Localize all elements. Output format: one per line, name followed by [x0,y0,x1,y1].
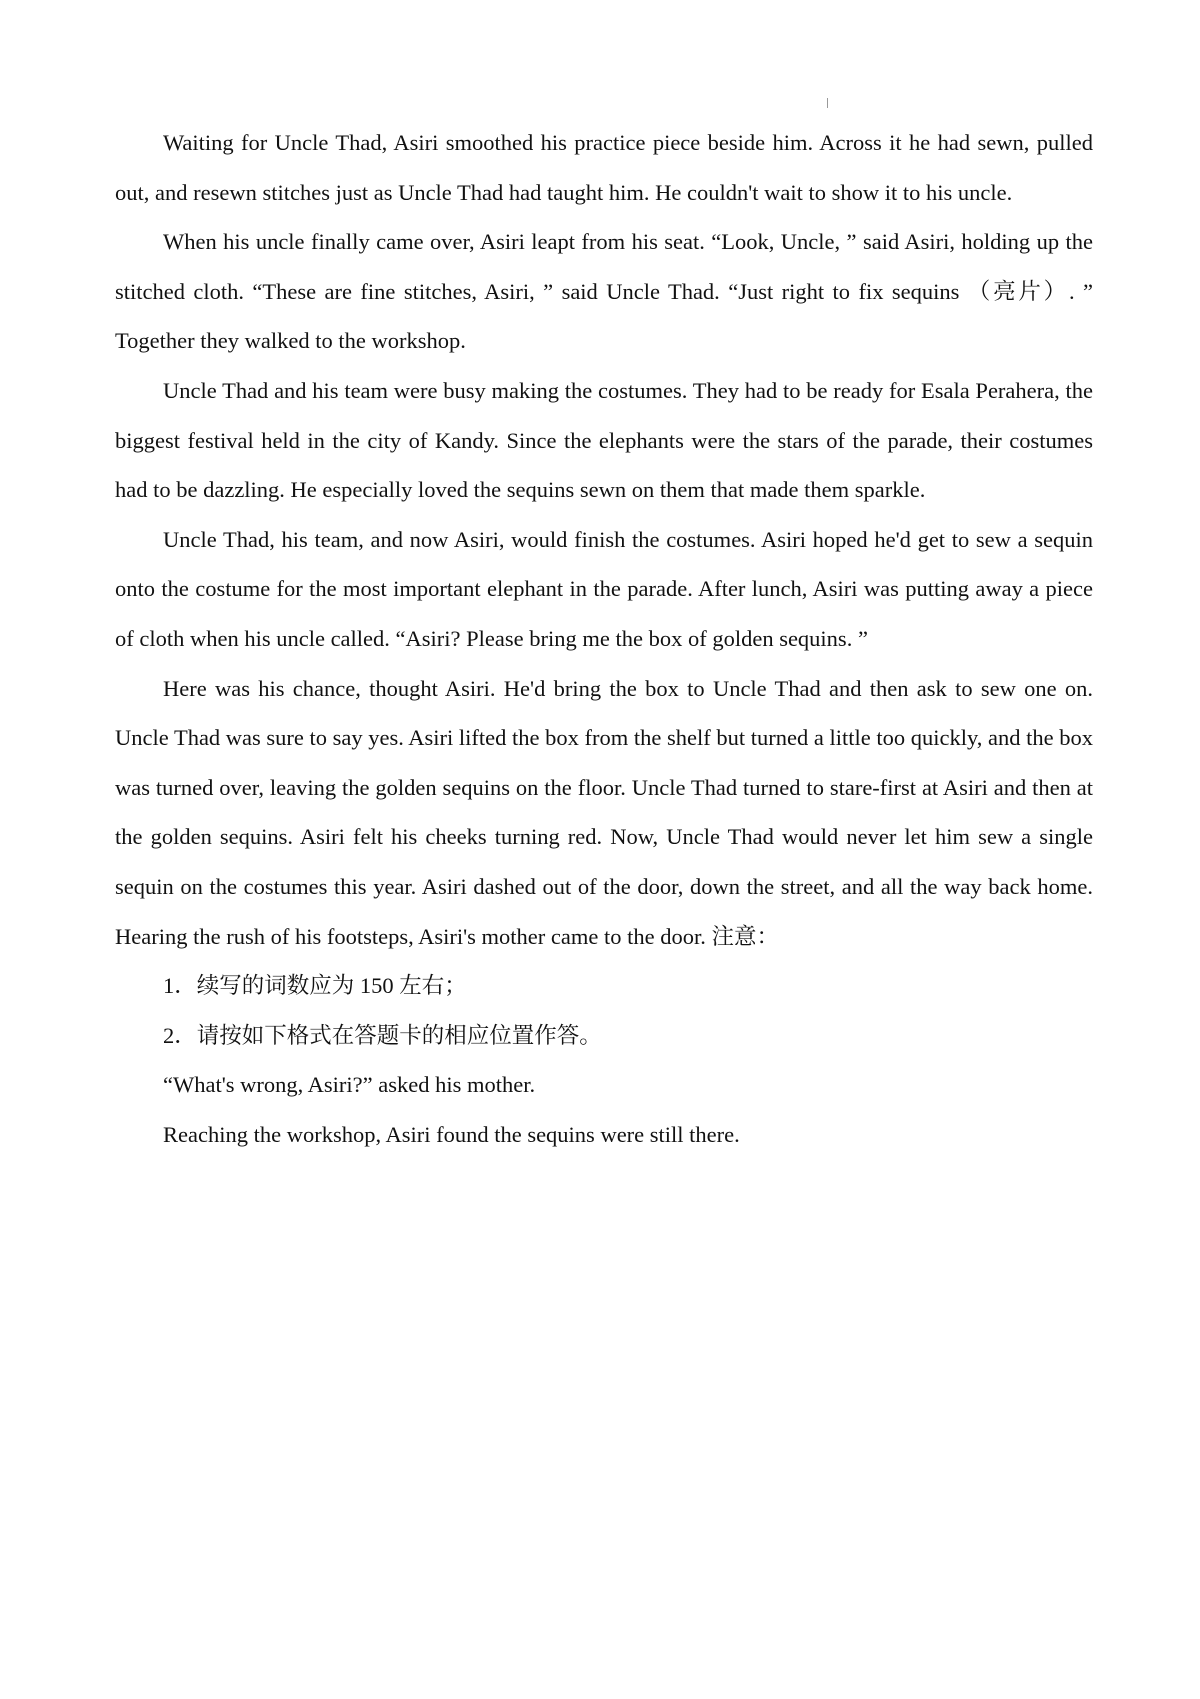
note-item-1: 1．续写的词数应为 150 左右； [163,973,467,999]
header-mark [827,98,828,108]
continuation-prompt-2: Reaching the workshop, Asiri found the sequins were still there. [163,1121,740,1147]
passage-paragraph-2: When his uncle finally came over, Asiri leapt from his seat. “Look, Uncle, ” said Asiri, holding up the stitched cloth. “These are fine stitches, Asiri, ” said Uncle Thad. “Just right to fix sequins （亮片）. ” Together they walked to the workshop. [115,229,1093,354]
continuation-prompt-1: “What's wrong, Asiri?” asked his mother. [163,1072,536,1098]
passage-paragraph-4: Uncle Thad, his team, and now Asiri, would finish the costumes. Asiri hoped he'd get to sew a sequin onto the costume for the most important elephant in the parade. After lunch, Asiri was putting away a piece of cloth when his uncle called. “Asiri? Please bring me the box of golden sequins. ” [115,526,1093,651]
passage-paragraph-3: Uncle Thad and his team were busy making the costumes. They had to be ready for Esala Perahera, the biggest festival held in the city of Kandy. Since the elephants were the stars of the parade, their costumes had to be dazzling. He especially loved the sequins sewn on them that made them sparkle. [115,377,1093,503]
passage-paragraph-1: Waiting for Uncle Thad, Asiri smoothed his practice piece beside him. Across it he had sewn, pulled out, and resewn stitches just as Uncle Thad had taught him. He couldn't wait to show it to his uncle. [115,130,1093,205]
passage-paragraph-5: Here was his chance, thought Asiri. He'd bring the box to Uncle Thad and then ask to sew one on. Uncle Thad was sure to say yes. Asiri lifted the box from the shelf but turned a little too quickly, and the box was turned over, leaving the golden sequins on the floor. Uncle Thad turned to stare-first at Asiri and then at the golden sequins. Asiri felt his cheeks turning red. Now, Uncle Thad would never let him sew a single sequin on the costumes this year. Asiri dashed out of the door, down the street, and all the way back home. Hearing the rush of his footsteps, Asiri's mother came to the door. 注意： [115,675,1093,949]
note-item-2: 2．请按如下格式在答题卡的相应位置作答。 [163,1022,602,1048]
passage-body [115,118,1093,1159]
